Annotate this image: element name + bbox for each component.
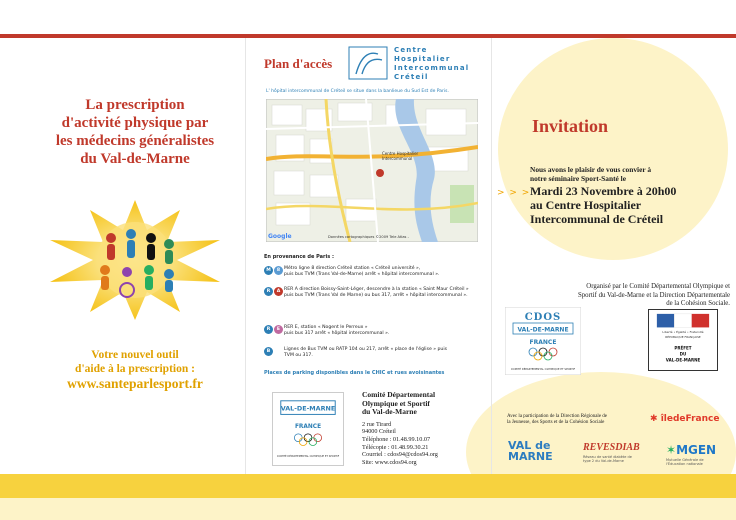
intro-line: Nous avons le plaisir de vous convier à xyxy=(530,165,652,174)
event-place-line: Intercommunal de Créteil xyxy=(530,212,664,226)
route-second: TVM ou 317. xyxy=(284,353,313,359)
cdos-name-line: Comité Départemental xyxy=(362,390,436,399)
access-map[interactable] xyxy=(266,99,478,242)
cdos-small-caption: COMITÉ DÉPARTEMENTAL OLYMPIQUE ET SPORTIF xyxy=(276,455,340,459)
prefet-line: VAL-DE-MARNE xyxy=(665,357,701,363)
organiser-line: Organisé par le Comité Départemental Olympique et xyxy=(586,283,730,290)
cdos-site[interactable]: Site: www.cdos94.org xyxy=(362,458,417,466)
tool-title xyxy=(40,348,230,376)
rer-icon: R xyxy=(264,325,273,334)
prefet-line: DU xyxy=(679,351,687,357)
organiser-line: Sportif du Val-de-Marne et la Direction Départementale xyxy=(578,291,730,299)
revesdiab-logo: REVESDIAB xyxy=(583,442,640,453)
cdos-big-country: FRANCE xyxy=(529,339,557,346)
cdos-logo-small xyxy=(272,392,344,466)
prefet-republic: RÉPUBLIQUE FRANÇAISE xyxy=(665,335,701,340)
tool-line: d'aide à la prescription : xyxy=(75,363,195,375)
cdos-fax: Télécopie : 01.48.99.30.21 xyxy=(362,443,429,451)
route-main: Métro ligne 8 direction Créteil station « Créteil université », xyxy=(284,266,421,271)
participation-line: la Jeunesse, des Sports et de la Cohésion Sociale xyxy=(507,420,605,426)
cdos-logo-large xyxy=(505,307,581,375)
arrows-icon: > > > xyxy=(497,188,531,198)
cdos-email[interactable]: Courriel : cdos94@cdos94.org xyxy=(362,451,438,459)
valmarne-line: VAL de xyxy=(508,439,551,452)
left-title-line: du Val-de-Marne xyxy=(80,151,190,167)
mgen-logo: ✶MGEN xyxy=(666,443,717,457)
route-rer-e xyxy=(264,325,482,337)
invitation-event xyxy=(530,184,726,226)
ile-de-france-logo: ✱ îledeFrance xyxy=(650,414,720,424)
route-metro xyxy=(264,266,482,278)
chic-logo-icon xyxy=(348,46,388,80)
invitation-intro xyxy=(530,166,720,183)
cdos-big-region: VAL-DE-MARNE xyxy=(517,326,569,334)
route-main: Lignes de Bus TVM ou RATP 104 ou 217, arrêt « place de l'église » puis xyxy=(284,347,448,352)
organiser-line: de la Cohésion Sociale. xyxy=(666,300,730,308)
cdos-name-line: Olympique et Sportif xyxy=(362,398,430,408)
valmarne-line: MARNE xyxy=(508,450,553,463)
prefet-motto: Liberté • Égalité • Fraternité xyxy=(662,330,704,335)
revesdiab-subtitle: Réseau de santé diabète de type 2 du Val-de-Marne xyxy=(583,455,632,463)
route-main: RER A direction Boissy-Saint-Léger, descendre à la station « Saint Maur Créteil » xyxy=(284,287,469,292)
prefet-line: PRÉFET xyxy=(674,345,692,351)
organiser-text xyxy=(516,283,730,309)
idf-text: îledeFrance xyxy=(660,414,720,424)
route-rer-a xyxy=(264,287,482,299)
mgen-subtitle: Mutuelle Générale de l'Éducation nationale xyxy=(666,458,704,466)
cdos-address-line: 94000 Créteil xyxy=(362,428,396,436)
left-title xyxy=(40,96,230,168)
map-caption: L' hôpital intercommunal de Créteil se situe dans la banlieue du Sud Est de Paris. xyxy=(266,89,449,94)
route-second: puis bus TVM (Trans Val de Marne) ou bus 317, arrêt « hôpital intercommunal ». xyxy=(284,293,468,299)
map-attribution: Données cartographiques ©2009 Tele Atlas - xyxy=(328,235,409,239)
cdos-phone: Téléphone : 01.48.99.10.07 xyxy=(362,435,431,443)
cdos-big-caption: COMITÉ DÉPARTEMENTAL OLYMPIQUE ET SPORTIF xyxy=(510,368,576,371)
parking-note: Places de parking disponibles dans le CHIC et rues avoisinantes xyxy=(264,370,445,376)
cdos-small-country: FRANCE xyxy=(294,424,322,431)
participation-line: Avec la participation de la Direction Régionale de xyxy=(507,414,608,419)
cdos-contact xyxy=(362,391,492,466)
participation-text xyxy=(507,414,657,427)
cdos-small-region: VAL-DE-MARNE xyxy=(280,404,336,413)
top-red-band xyxy=(0,34,736,38)
line-badge-icon: 8 xyxy=(274,266,283,275)
tool-line: Votre nouvel outil xyxy=(91,349,179,361)
svg-text:Google: Google xyxy=(268,233,292,240)
mgen-text: MGEN xyxy=(676,443,717,457)
route-second: puis bus 317 arrêt « hôpital intercommunal ». xyxy=(284,331,390,337)
line-badge-icon: A xyxy=(274,287,283,296)
svg-text:Centre Hospitalier: Centre Hospitalier xyxy=(382,151,419,156)
cdos-big-acronym: CDOS xyxy=(524,312,562,323)
chic-line: Intercommunal xyxy=(394,64,470,72)
invitation-title: Invitation xyxy=(532,116,609,136)
left-title-line: les médecins généralistes xyxy=(55,133,215,149)
chic-line: Hospitalier xyxy=(394,55,451,63)
cdos-name-line: du Val-de-Marne xyxy=(362,407,417,417)
intro-line: notre séminaire Sport-Santé le xyxy=(530,173,626,183)
route-main: RER E, station « Nogent le Perreux » xyxy=(284,325,368,330)
map-marker-icon xyxy=(376,169,384,177)
cdos-address-line: 2 rue Tirard xyxy=(362,420,392,428)
panel-divider-left xyxy=(245,38,246,474)
line-badge-icon: E xyxy=(274,325,283,334)
left-title-line: La prescription xyxy=(85,97,185,113)
route-second: puis bus TVM (Trans Val-de-Marne) arrêt « hôpital intercommunal ». xyxy=(284,272,440,278)
chic-line: Créteil xyxy=(394,73,429,81)
event-place-line: au Centre Hospitalier xyxy=(530,198,642,212)
website-link[interactable]: www.santeparlesport.fr xyxy=(67,376,203,391)
bottom-yellow-band xyxy=(0,474,736,498)
svg-text:Intercommunal: Intercommunal xyxy=(382,156,413,161)
rer-icon: R xyxy=(264,287,273,296)
event-date: Mardi 23 Novembre à 20h00 xyxy=(530,184,677,198)
bus-icon: B xyxy=(264,347,273,356)
bottom-pale-band xyxy=(0,498,736,520)
plan-title: Plan d'accès xyxy=(264,56,333,71)
metro-icon: M xyxy=(264,266,273,275)
prefet-logo xyxy=(648,309,718,371)
val-de-marne-logo xyxy=(508,440,553,462)
sun-sport-illustration xyxy=(45,200,225,320)
left-title-line: d'activité physique par xyxy=(61,115,209,131)
provenance-title: En provenance de Paris : xyxy=(264,254,334,260)
chic-line: Centre xyxy=(394,46,428,54)
decor-circle-top xyxy=(498,38,728,260)
route-bus xyxy=(264,347,482,359)
chic-name xyxy=(394,46,469,82)
